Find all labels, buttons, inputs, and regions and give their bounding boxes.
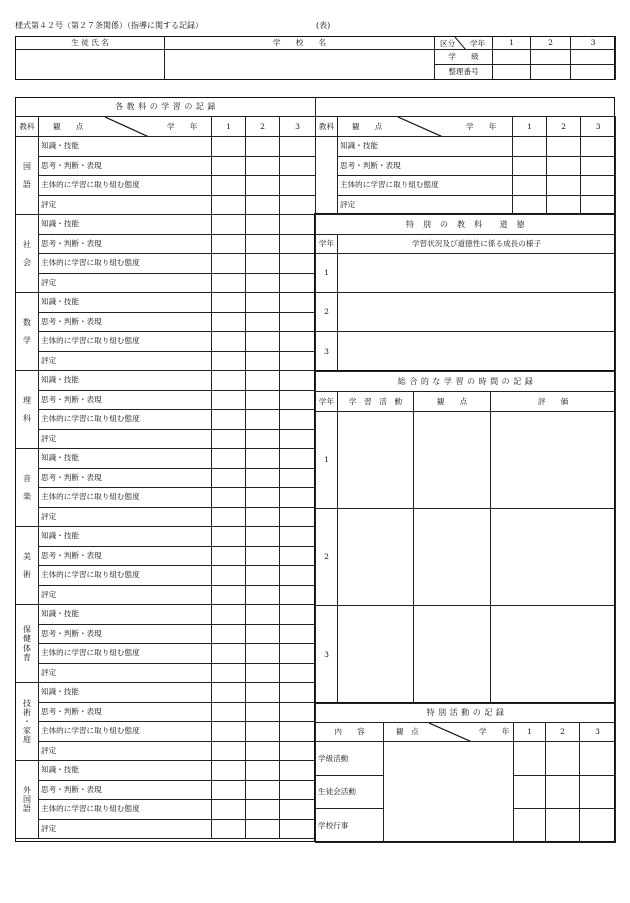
grade-cell[interactable] [246,449,280,469]
grade-cell[interactable] [581,156,616,176]
grade-cell[interactable] [212,644,246,664]
grade-cell[interactable] [246,215,280,235]
viewpoint-label: 評定 [39,585,212,605]
grade-cell[interactable] [280,371,316,391]
year-1-header: 1 [212,117,246,137]
grade-cell[interactable] [212,215,246,235]
viewpoint-label: 評定 [39,663,212,683]
grade-cell[interactable] [246,351,280,371]
grade-cell[interactable] [280,663,316,683]
number-field-2[interactable] [531,65,571,80]
grade-cell[interactable] [280,546,316,566]
grade-cell[interactable] [246,234,280,254]
moral-desc-field-2[interactable] [338,293,616,332]
special-cell[interactable] [514,742,546,776]
grade-cell[interactable] [246,683,280,703]
grade-cell[interactable] [246,176,280,196]
grade-cell[interactable] [280,527,316,547]
grade-cell[interactable] [212,449,246,469]
grade-cell[interactable] [280,429,316,449]
viewpoint-label: 思考・判断・表現 [39,312,212,332]
grade-cell[interactable] [246,137,280,157]
subject-name: 外 国 語 [16,761,39,839]
grade-cell[interactable] [547,137,581,157]
school-name-field[interactable] [165,50,435,80]
eval-field[interactable] [491,606,616,704]
grade-cell[interactable] [246,488,280,508]
subject-name: 保 健 体 育 [16,605,39,683]
grade-cell[interactable] [280,741,316,761]
grade-cell[interactable] [212,507,246,527]
grade-cell[interactable] [280,195,316,215]
grade-cell[interactable] [246,702,280,722]
viewpoint-label: 主体的に学習に取り組む態度 [39,410,212,430]
viewpoint-label: 知識・技能 [39,605,212,625]
subject-name: 社 会 [16,215,39,293]
identity-table [15,36,616,80]
grade-cell[interactable] [212,332,246,352]
grade-cell[interactable] [212,351,246,371]
special-viewpoint-label: 観 点 [396,727,419,736]
integrated-year-3: 3 [316,606,338,704]
viewpoint-label: 評定 [338,195,513,215]
subject-grades-table-right [315,116,616,215]
subject-name: 国 語 [16,137,39,215]
grade-cell[interactable] [212,624,246,644]
grade-cell[interactable] [212,410,246,430]
grade-cell[interactable] [212,371,246,391]
activity-field[interactable] [338,412,414,509]
grade-cell[interactable] [280,644,316,664]
grade-cell[interactable] [246,605,280,625]
grade-cell[interactable] [212,312,246,332]
grade-cell[interactable] [280,488,316,508]
kubun-label: 区分 [440,39,456,48]
moral-year-1: 1 [316,254,338,293]
grade-cell[interactable] [212,254,246,274]
activity-field[interactable] [338,606,414,704]
year-2-header: 2 [547,117,581,137]
grade-cell[interactable] [246,741,280,761]
special-viewpoint-field[interactable] [384,742,514,843]
grade-cell[interactable] [212,156,246,176]
year-1-header: 1 [513,117,547,137]
grade-cell[interactable] [280,137,316,157]
grade-cell[interactable] [280,293,316,313]
viewpoint-label: 知識・技能 [39,137,212,157]
class-field-2[interactable] [531,50,571,65]
grade-cell[interactable] [212,234,246,254]
viewpoint-label: 思考・判断・表現 [39,234,212,254]
viewpoint-label: 思考・判断・表現 [39,156,212,176]
moral-education-table [315,214,616,372]
year-3-header: 3 [280,117,316,137]
grade-cell[interactable] [246,468,280,488]
special-cell[interactable] [546,742,580,776]
grade-cell[interactable] [280,215,316,235]
grade-cell[interactable] [280,585,316,605]
integrated-viewpoint-header: 観 点 [414,392,491,412]
grade-cell[interactable] [246,566,280,586]
grade-cell[interactable] [513,156,547,176]
grade-cell[interactable] [280,410,316,430]
subject-name: 技 術 ・ 家 庭 [16,683,39,761]
moral-grade-header: 学年 [316,235,338,254]
grade-cell[interactable] [212,176,246,196]
grade-cell[interactable] [212,566,246,586]
subject-name-empty [316,137,338,215]
viewpoint-label: 思考・判断・表現 [39,390,212,410]
grade-cell[interactable] [246,780,280,800]
grade-cell[interactable] [246,254,280,274]
special-cell[interactable] [514,776,546,809]
integrated-study-table [315,371,616,704]
year-2-header: 2 [531,37,571,50]
grade-cell[interactable] [280,390,316,410]
viewpoint-label: 評定 [39,429,212,449]
grade-cell[interactable] [280,156,316,176]
grade-cell[interactable] [246,585,280,605]
integrated-eval-header: 評 価 [491,392,616,412]
year-2-header: 2 [246,117,280,137]
class-label: 学 級 [435,50,493,65]
integrated-year-1: 1 [316,412,338,509]
grade-cell[interactable] [246,527,280,547]
viewpoint-grade-header [338,117,513,137]
moral-year-3: 3 [316,332,338,372]
grade-cell[interactable] [280,780,316,800]
grade-cell[interactable] [581,176,616,196]
grade-cell[interactable] [280,332,316,352]
grade-cell[interactable] [547,195,581,215]
grade-cell[interactable] [212,780,246,800]
viewpoint-label: 主体的に学習に取り組む態度 [39,800,212,820]
activity-label: 学級活動 [316,742,384,776]
activity-label: 生徒会活動 [316,776,384,809]
eval-field[interactable] [491,509,616,606]
grade-cell[interactable] [547,156,581,176]
grade-cell[interactable] [246,332,280,352]
grade-cell[interactable] [280,176,316,196]
grade-cell[interactable] [212,683,246,703]
viewpoint-label: 主体的に学習に取り組む態度 [39,722,212,742]
grade-cell[interactable] [246,819,280,839]
viewpoint-label: 評定 [39,819,212,839]
grade-cell[interactable] [246,410,280,430]
special-title: 特 別 活 動 の 記 録 [316,704,616,723]
viewpoint-label: 知識・技能 [39,371,212,391]
viewpoint-label: 思考・判断・表現 [39,780,212,800]
grade-cell[interactable] [581,137,616,157]
viewpoint-label: 思考・判断・表現 [39,468,212,488]
grade-cell[interactable] [280,683,316,703]
grade-cell[interactable] [212,761,246,781]
grade-cell[interactable] [212,390,246,410]
form-title: 様式第４２号（第２７条関係）（指導に関する記録） [15,21,203,30]
viewpoint-label: 主体的に学習に取り組む態度 [39,566,212,586]
grade-cell[interactable] [280,819,316,839]
class-field-3[interactable] [571,50,616,65]
special-cell[interactable] [580,776,616,809]
grade-cell[interactable] [212,663,246,683]
viewpoint-field[interactable] [414,412,491,509]
viewpoint-label: 知識・技能 [39,527,212,547]
grade-cell[interactable] [280,273,316,293]
year-2-header: 2 [546,723,580,742]
grade-cell[interactable] [212,273,246,293]
special-cell[interactable] [514,809,546,843]
grade-cell[interactable] [280,312,316,332]
year-1-header: 1 [493,37,531,50]
moral-desc-field-3[interactable] [338,332,616,372]
special-activities-table [315,703,616,843]
subject-name: 理 科 [16,371,39,449]
moral-desc-header: 学習状況及び道徳性に係る成長の様子 [338,235,616,254]
special-content-header: 内 容 [316,723,384,742]
special-viewpoint-grade-header [384,723,514,742]
grade-cell[interactable] [212,527,246,547]
viewpoint-label: 主体的に学習に取り組む態度 [39,488,212,508]
grade-cell[interactable] [581,195,616,215]
viewpoint-field[interactable] [414,606,491,704]
activity-field[interactable] [338,509,414,606]
viewpoint-label: 主体的に学習に取り組む態度 [39,254,212,274]
grade-cell[interactable] [246,312,280,332]
integrated-activity-header: 学 習 活 動 [338,392,414,412]
grade-cell[interactable] [246,546,280,566]
viewpoint-label: 知識・技能 [39,683,212,703]
grade-cell[interactable] [246,429,280,449]
number-field-3[interactable] [571,65,616,80]
grade-cell[interactable] [212,741,246,761]
grade-label: 学 年 [466,122,497,131]
grade-cell[interactable] [212,429,246,449]
grade-cell[interactable] [212,722,246,742]
grade-cell[interactable] [280,761,316,781]
grade-cell[interactable] [246,663,280,683]
viewpoint-label: 知識・技能 [338,137,513,157]
grade-cell[interactable] [246,371,280,391]
viewpoint-label: 主体的に学習に取り組む態度 [39,176,212,196]
moral-desc-field-1[interactable] [338,254,616,293]
activity-label: 学校行事 [316,809,384,843]
grade-cell[interactable] [280,254,316,274]
grade-cell[interactable] [246,273,280,293]
grade-cell[interactable] [280,722,316,742]
grade-cell[interactable] [280,507,316,527]
viewpoint-label: 思考・判断・表現 [39,546,212,566]
viewpoint-label: 評定 [39,741,212,761]
special-cell[interactable] [546,776,580,809]
grade-cell[interactable] [280,566,316,586]
grade-cell[interactable] [280,468,316,488]
student-name-header: 生 徒 氏 名 [16,37,165,50]
grade-cell[interactable] [547,176,581,196]
grade-cell[interactable] [246,507,280,527]
grade-cell[interactable] [246,761,280,781]
grade-cell[interactable] [212,137,246,157]
viewpoint-label: 評定 [39,351,212,371]
subject-name: 美 術 [16,527,39,605]
grade-cell[interactable] [212,800,246,820]
viewpoint-label: 知識・技能 [39,293,212,313]
viewpoint-label: 観 点 [352,122,383,131]
grade-cell[interactable] [212,195,246,215]
viewpoint-label: 思考・判断・表現 [39,624,212,644]
moral-title: 特 別 の 教 科 道 徳 [316,215,616,235]
subject-name: 数 学 [16,293,39,371]
viewpoint-label: 思考・判断・表現 [39,702,212,722]
grade-cell[interactable] [280,800,316,820]
viewpoint-label: 評定 [39,273,212,293]
subject-name: 音 楽 [16,449,39,527]
special-cell[interactable] [580,809,616,843]
viewpoint-label: 観 点 [53,122,84,131]
integrated-grade-header: 学年 [316,392,338,412]
integrated-title: 総 合 的 な 学 習 の 時 間 の 記 録 [316,372,616,392]
student-name-field[interactable] [16,50,165,80]
grade-cell[interactable] [246,390,280,410]
viewpoint-field[interactable] [414,509,491,606]
grade-label: 学 年 [167,122,198,131]
grade-cell[interactable] [280,702,316,722]
grade-cell[interactable] [212,585,246,605]
special-cell[interactable] [580,742,616,776]
number-field-1[interactable] [493,65,531,80]
grade-cell[interactable] [212,702,246,722]
viewpoint-label: 評定 [39,507,212,527]
grade-cell[interactable] [280,234,316,254]
grade-cell[interactable] [280,624,316,644]
class-field-1[interactable] [493,50,531,65]
subject-grades-table [15,97,316,839]
viewpoint-label: 主体的に学習に取り組む態度 [338,176,513,196]
special-grade-label: 学 年 [479,727,510,736]
grade-cell[interactable] [513,137,547,157]
grade-cell[interactable] [212,488,246,508]
grade-cell[interactable] [280,351,316,371]
grade-cell[interactable] [212,819,246,839]
grade-cell[interactable] [246,293,280,313]
school-name-header: 学 校 名 [165,37,435,50]
year-3-header: 3 [580,723,616,742]
viewpoint-label: 評定 [39,195,212,215]
viewpoint-label: 知識・技能 [39,215,212,235]
viewpoint-label: 思考・判断・表現 [338,156,513,176]
grade-cell[interactable] [212,546,246,566]
viewpoint-label: 主体的に学習に取り組む態度 [39,332,212,352]
grade-cell[interactable] [212,293,246,313]
moral-year-2: 2 [316,293,338,332]
number-label: 整理番号 [435,65,493,80]
grade-cell[interactable] [246,195,280,215]
year-1-header: 1 [514,723,546,742]
special-cell[interactable] [546,809,580,843]
grade-cell[interactable] [212,605,246,625]
viewpoint-grade-header [39,117,212,137]
viewpoint-label: 知識・技能 [39,761,212,781]
side-label: (表) [316,21,331,30]
year-3-header: 3 [571,37,616,50]
eval-field[interactable] [491,412,616,509]
grade-cell[interactable] [246,156,280,176]
grade-label: 学年 [470,39,486,48]
subject-col-header: 教科 [16,117,39,137]
grade-cell[interactable] [513,195,547,215]
subject-col-header: 教科 [316,117,338,137]
integrated-year-2: 2 [316,509,338,606]
main-title: 各 教 科 の 学 習 の 記 録 [16,98,316,117]
grade-cell[interactable] [280,605,316,625]
viewpoint-label: 知識・技能 [39,449,212,469]
grade-cell[interactable] [246,722,280,742]
grade-cell[interactable] [246,800,280,820]
viewpoint-label: 主体的に学習に取り組む態度 [39,644,212,664]
grade-cell[interactable] [246,624,280,644]
kubun-grade-cell [435,37,493,50]
grade-cell[interactable] [246,644,280,664]
grade-cell[interactable] [212,468,246,488]
year-3-header: 3 [581,117,616,137]
grade-cell[interactable] [513,176,547,196]
grade-cell[interactable] [280,449,316,469]
